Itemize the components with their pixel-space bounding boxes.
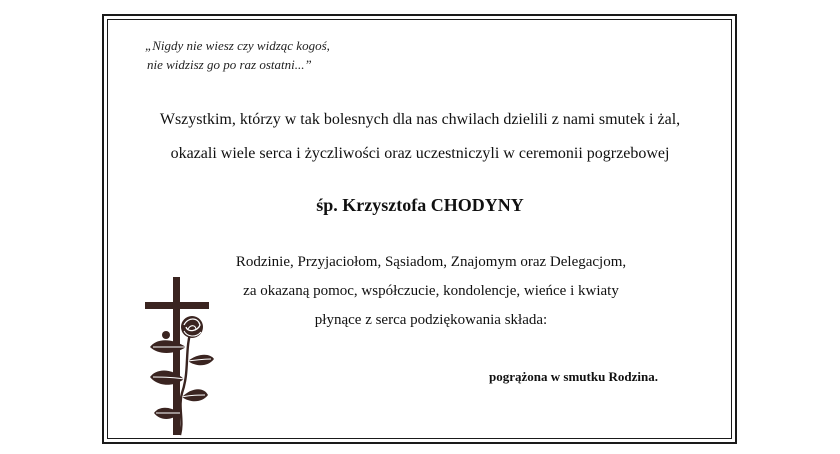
dedication-line-3: płynące z serca podziękowania składa: <box>314 312 548 328</box>
dedication-line-2: za okazaną pomoc, współczucie, kondolencje, wieńce i kwiaty <box>243 283 619 299</box>
thanks-line-2: okazali wiele serca i życzliwości oraz uczestniczyli w ceremonii pogrzebowej <box>170 145 670 162</box>
deceased-name: śp. Krzysztofa CHODYNY <box>316 195 524 215</box>
signature-line: pogrążona w smutku Rodzina. <box>489 369 659 384</box>
dedication-line-1: Rodzinie, Przyjaciołom, Sąsiadom, Znajomym oraz Delegacjom, <box>235 254 627 270</box>
cross-with-rose-icon <box>140 275 218 437</box>
dedication-paragraph <box>0 248 840 335</box>
quote-line-1: „Nigdy nie wiesz czy widząc kogoś, <box>145 38 330 53</box>
epigraph-quote <box>145 36 330 74</box>
thanks-paragraph <box>0 103 840 171</box>
quote-line-2: nie widzisz go po raz ostatni...” <box>147 57 312 72</box>
thanks-line-1: Wszystkim, którzy w tak bolesnych dla nas chwilach dzielili z nami smutek i żal, <box>159 111 681 128</box>
